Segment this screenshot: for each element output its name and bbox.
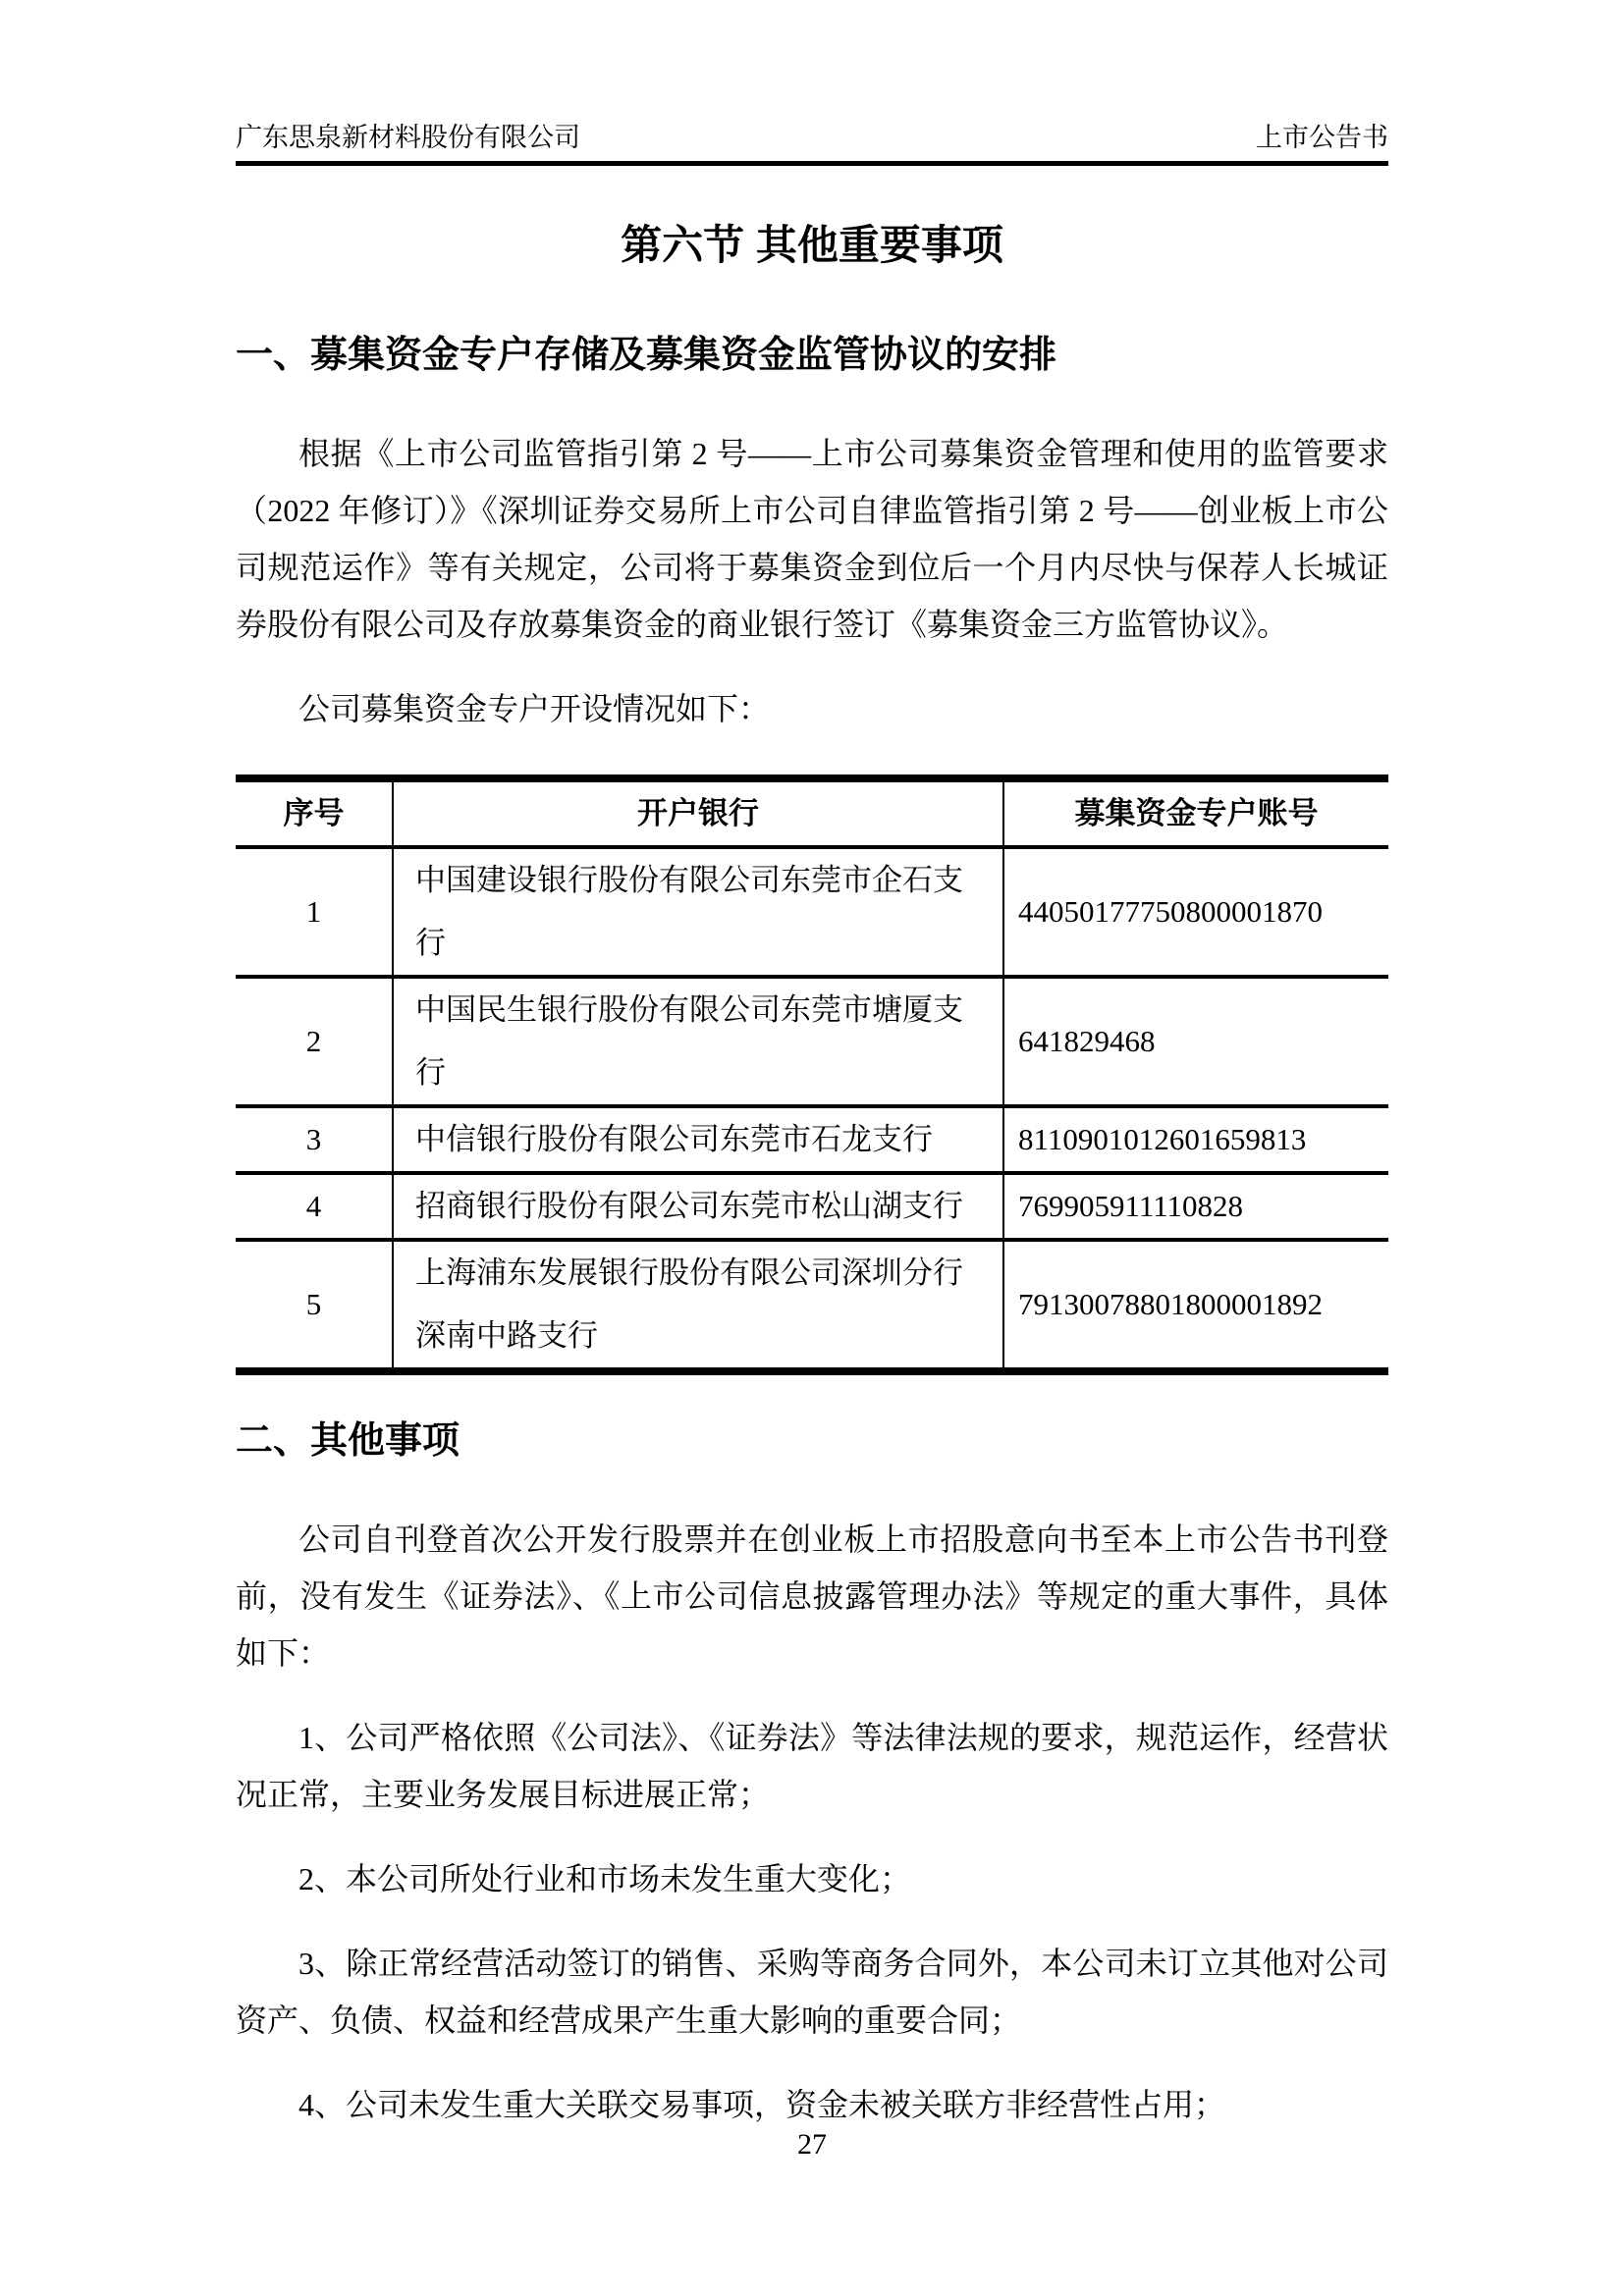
section2-item-3: 3、除正常经营活动签订的销售、采购等商务合同外，本公司未订立其他对公司资产、负债、权益和经营成果产生重大影响的重要合同； bbox=[236, 1945, 1388, 2038]
cell-bank: 中国建设银行股份有限公司东莞市企石支行 bbox=[393, 847, 1003, 977]
table-row bbox=[236, 1173, 1388, 1240]
col-header-account: 募集资金专户账号 bbox=[1003, 782, 1388, 847]
cell-bank: 中国民生银行股份有限公司东莞市塘厦支行 bbox=[393, 977, 1003, 1106]
section1-paragraph-1: 根据《上市公司监管指引第 2 号——上市公司募集资金管理和使用的监管要求（2022 年修订）》《深圳证券交易所上市公司自律监管指引第 2 号——创业板上市公司规范运作》等有关规定，公司将于募集资金到位后一个月内尽快与保荐人长城证券股份有限公司及存放募集资金的商业银行签订《募集资金三方监管协议》。 bbox=[236, 435, 1388, 642]
table-row bbox=[236, 847, 1388, 977]
table-header-row bbox=[236, 782, 1388, 847]
table-top-double-rule bbox=[236, 774, 1388, 782]
table-row bbox=[236, 1106, 1388, 1173]
cell-bank: 上海浦东发展银行股份有限公司深圳分行深南中路支行 bbox=[393, 1240, 1003, 1367]
table-bottom-double-rule bbox=[236, 1367, 1388, 1375]
page-title: 第六节 其他重要事项 bbox=[621, 221, 1003, 268]
cell-account: 769905911110828 bbox=[1003, 1173, 1388, 1240]
section2-item-1: 1、公司严格依照《公司法》、《证券法》等法律法规的要求，规范运作，经营状况正常，主要业务发展目标进展正常； bbox=[236, 1719, 1388, 1812]
running-header bbox=[236, 0, 1388, 166]
section1-heading: 一、募集资金专户存储及募集资金监管协议的安排 bbox=[236, 334, 1057, 376]
cell-index: 3 bbox=[305, 1121, 322, 1156]
section2-heading: 二、其他事项 bbox=[236, 1419, 460, 1462]
cell-bank: 中信银行股份有限公司东莞市石龙支行 bbox=[393, 1106, 1003, 1173]
bank-accounts-table-wrapper bbox=[236, 774, 1388, 1375]
section2-item-2: 2、本公司所处行业和市场未发生重大变化； bbox=[298, 1860, 912, 1896]
section1-paragraph-2: 公司募集资金专户开设情况如下： bbox=[298, 690, 771, 726]
table-row bbox=[236, 1240, 1388, 1367]
cell-bank: 招商银行股份有限公司东莞市松山湖支行 bbox=[393, 1173, 1003, 1240]
section2-intro: 公司自刊登首次公开发行股票并在创业板上市招股意向书至本上市公告书刊登前，没有发生《证券法》、《上市公司信息披露管理办法》等规定的重大事件，具体如下： bbox=[236, 1521, 1388, 1671]
cell-index: 2 bbox=[305, 1023, 322, 1058]
col-header-bank: 开户银行 bbox=[393, 782, 1003, 847]
bank-accounts-table bbox=[236, 782, 1388, 1367]
cell-index: 4 bbox=[305, 1188, 322, 1223]
page-number: 27 bbox=[797, 2128, 827, 2161]
cell-index: 5 bbox=[305, 1286, 322, 1321]
cell-account: 44050177750800001870 bbox=[1003, 847, 1388, 977]
header-doc-type: 上市公告书 bbox=[1256, 123, 1388, 152]
section2-item-4: 4、公司未发生重大关联交易事项，资金未被关联方非经营性占用； bbox=[298, 2086, 1226, 2122]
cell-account: 8110901012601659813 bbox=[1003, 1106, 1388, 1173]
cell-index: 1 bbox=[305, 893, 322, 929]
cell-account: 641829468 bbox=[1003, 977, 1388, 1106]
header-company-name: 广东思泉新材料股份有限公司 bbox=[236, 123, 580, 152]
col-header-index: 序号 bbox=[283, 795, 345, 830]
table-row bbox=[236, 977, 1388, 1106]
cell-account: 79130078801800001892 bbox=[1003, 1240, 1388, 1367]
